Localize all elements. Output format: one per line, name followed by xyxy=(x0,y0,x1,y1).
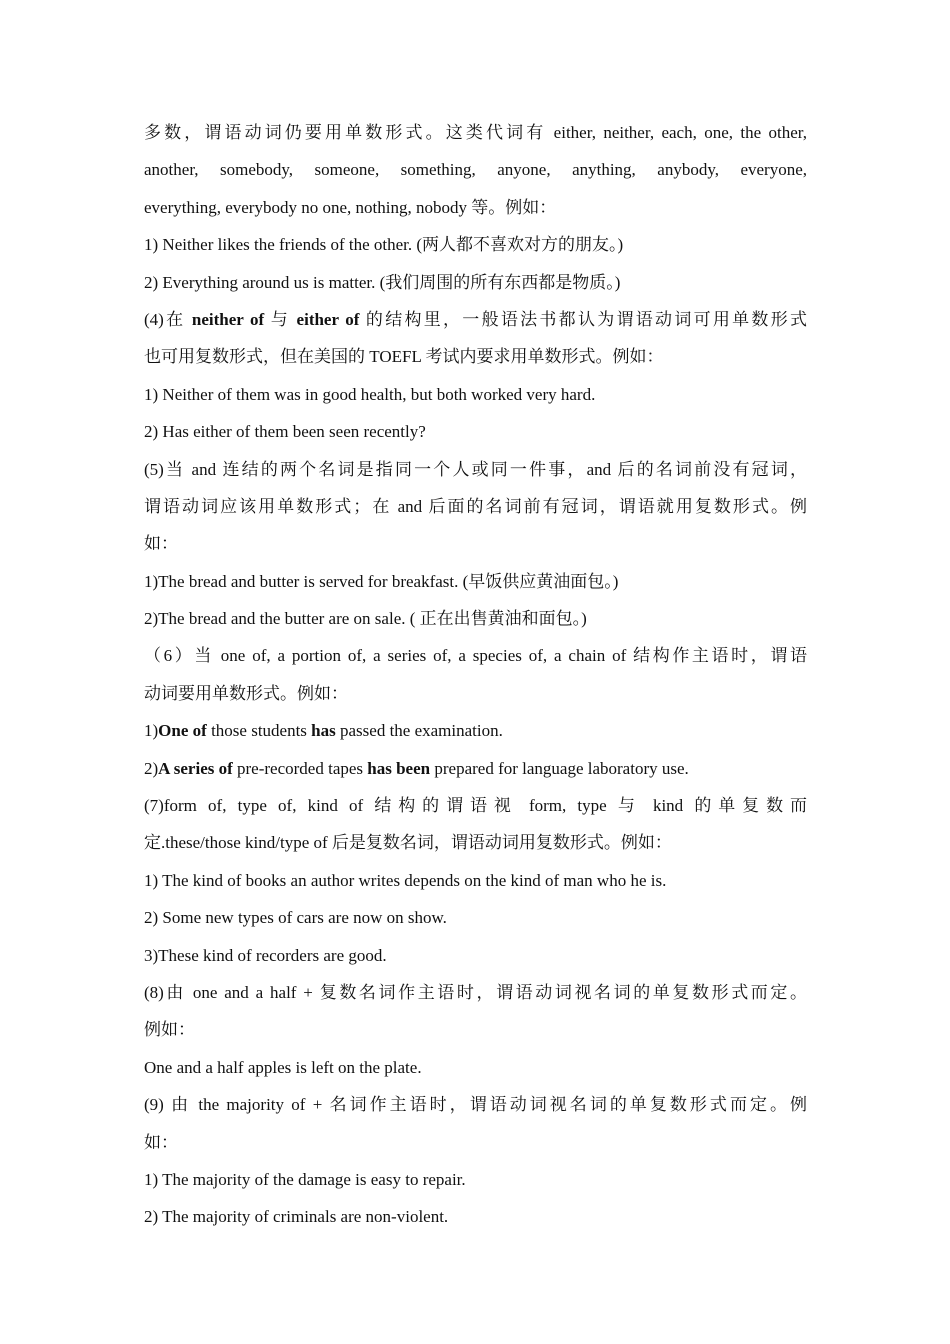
text-line-l22 xyxy=(144,899,807,936)
text-line-l05 xyxy=(144,264,807,301)
text-line-l15 xyxy=(144,637,807,674)
text-line-l26 xyxy=(144,1049,807,1086)
text-run: another, somebody, someone, something, anyone, anything, anybody, everyone, xyxy=(144,160,807,180)
bold-phrase: either of xyxy=(296,309,360,329)
text-run: 例如： xyxy=(144,1020,195,1040)
text-line-l08 xyxy=(144,376,807,413)
text-run: 2)The bread and the butter are on sale. ( 正在出售黄油和面包。) xyxy=(144,609,587,629)
text-run: 的结构里，一般语法书都认为谓语动词可用单数形式 xyxy=(359,309,807,329)
text-run: 定.these/those kind/type of 后是复数名词，谓语动词用复数形式。例如： xyxy=(144,833,672,853)
text-run: One and a half apples is left on the plate. xyxy=(144,1057,422,1077)
bold-phrase: A series of xyxy=(158,758,233,778)
text-run: 也可用复数形式，但在美国的 TOEFL 考试内要求用单数形式。例如： xyxy=(144,347,664,367)
text-run: 与 xyxy=(264,309,297,329)
bold-phrase: neither of xyxy=(191,309,265,329)
text-line-l13 xyxy=(144,563,807,600)
text-line-l19 xyxy=(144,787,807,824)
text-run: 1) The kind of books an author writes depends on the kind of man who he is. xyxy=(144,870,667,890)
text-line-l18 xyxy=(144,750,807,787)
text-run: 1) Neither likes the friends of the other. (两人都不喜欢对方的朋友。) xyxy=(144,235,624,255)
text-line-l02 xyxy=(144,151,807,188)
text-line-l12 xyxy=(144,525,807,562)
text-line-l04 xyxy=(144,226,807,263)
text-line-l16 xyxy=(144,675,807,712)
text-run: (5)当 and 连结的两个名词是指同一个人或同一件事，and 后的名词前没有冠词， xyxy=(144,459,807,479)
text-line-l07 xyxy=(144,338,807,375)
text-run: passed the examination. xyxy=(335,721,503,741)
text-run: everything, everybody no one, nothing, nobody 等。例如： xyxy=(144,197,557,217)
text-run: pre-recorded tapes xyxy=(232,758,368,778)
text-run: those students xyxy=(206,721,312,741)
text-run: 多数，谓语动词仍要用单数形式。这类代词有 either, neither, each, one, the other, xyxy=(144,123,807,142)
text-run: 3)These kind of recorders are good. xyxy=(144,945,387,965)
bold-phrase: has been xyxy=(367,758,431,778)
text-run: (7)form of, type of, kind of 结构的谓语视 form, type 与 kind 的单复数而 xyxy=(144,796,807,816)
text-run: prepared for language laboratory use. xyxy=(430,758,689,778)
text-run: 1) The majority of the damage is easy to repair. xyxy=(144,1169,466,1189)
text-run: 1)The bread and butter is served for breakfast. (早饭供应黄油面包。) xyxy=(144,571,619,591)
text-line-l23 xyxy=(144,937,807,974)
text-line-l01 xyxy=(144,114,807,151)
bold-phrase: has xyxy=(311,721,336,741)
text-line-l10 xyxy=(144,451,807,488)
text-line-l09 xyxy=(144,413,807,450)
text-line-l20 xyxy=(144,824,807,861)
text-run: 1) Neither of them was in good health, but both worked very hard. xyxy=(144,384,596,404)
document-body xyxy=(144,114,807,1236)
text-line-l06 xyxy=(144,301,807,338)
text-line-l30 xyxy=(144,1198,807,1235)
text-line-l28 xyxy=(144,1124,807,1161)
text-run: （6）当 one of, a portion of, a series of, a species of, a chain of 结构作主语时，谓语 xyxy=(144,646,807,666)
text-line-l03 xyxy=(144,189,807,226)
text-run: 2) Has either of them been seen recently? xyxy=(144,422,426,442)
text-run: 1) xyxy=(144,721,159,741)
text-line-l29 xyxy=(144,1161,807,1198)
text-line-l17 xyxy=(144,712,807,749)
text-line-l25 xyxy=(144,1011,807,1048)
text-run: 2) xyxy=(144,758,159,778)
text-run: (8)由 one and a half + 复数名词作主语时，谓语动词视名词的单复数形式而定。 xyxy=(144,982,807,1002)
text-run: 2) The majority of criminals are non-violent. xyxy=(144,1207,449,1227)
text-run: 动词要用单数形式。例如： xyxy=(144,683,348,703)
text-run: 如： xyxy=(144,534,178,554)
text-line-l24 xyxy=(144,974,807,1011)
text-line-l14 xyxy=(144,600,807,637)
text-run: 谓语动词应该用单数形式；在 and 后面的名词前有冠词，谓语就用复数形式。例 xyxy=(144,496,807,516)
text-line-l21 xyxy=(144,862,807,899)
text-run: 2) Everything around us is matter. (我们周围的所有东西都是物质。) xyxy=(144,272,621,292)
text-run: (4)在 xyxy=(144,309,192,329)
text-run: (9) 由 the majority of + 名词作主语时，谓语动词视名词的单复数形式而定。例 xyxy=(144,1095,807,1115)
bold-phrase: One of xyxy=(158,721,207,741)
text-run: 如： xyxy=(144,1132,178,1152)
text-run: 2) Some new types of cars are now on show. xyxy=(144,908,447,928)
text-line-l11 xyxy=(144,488,807,525)
text-line-l27 xyxy=(144,1086,807,1123)
